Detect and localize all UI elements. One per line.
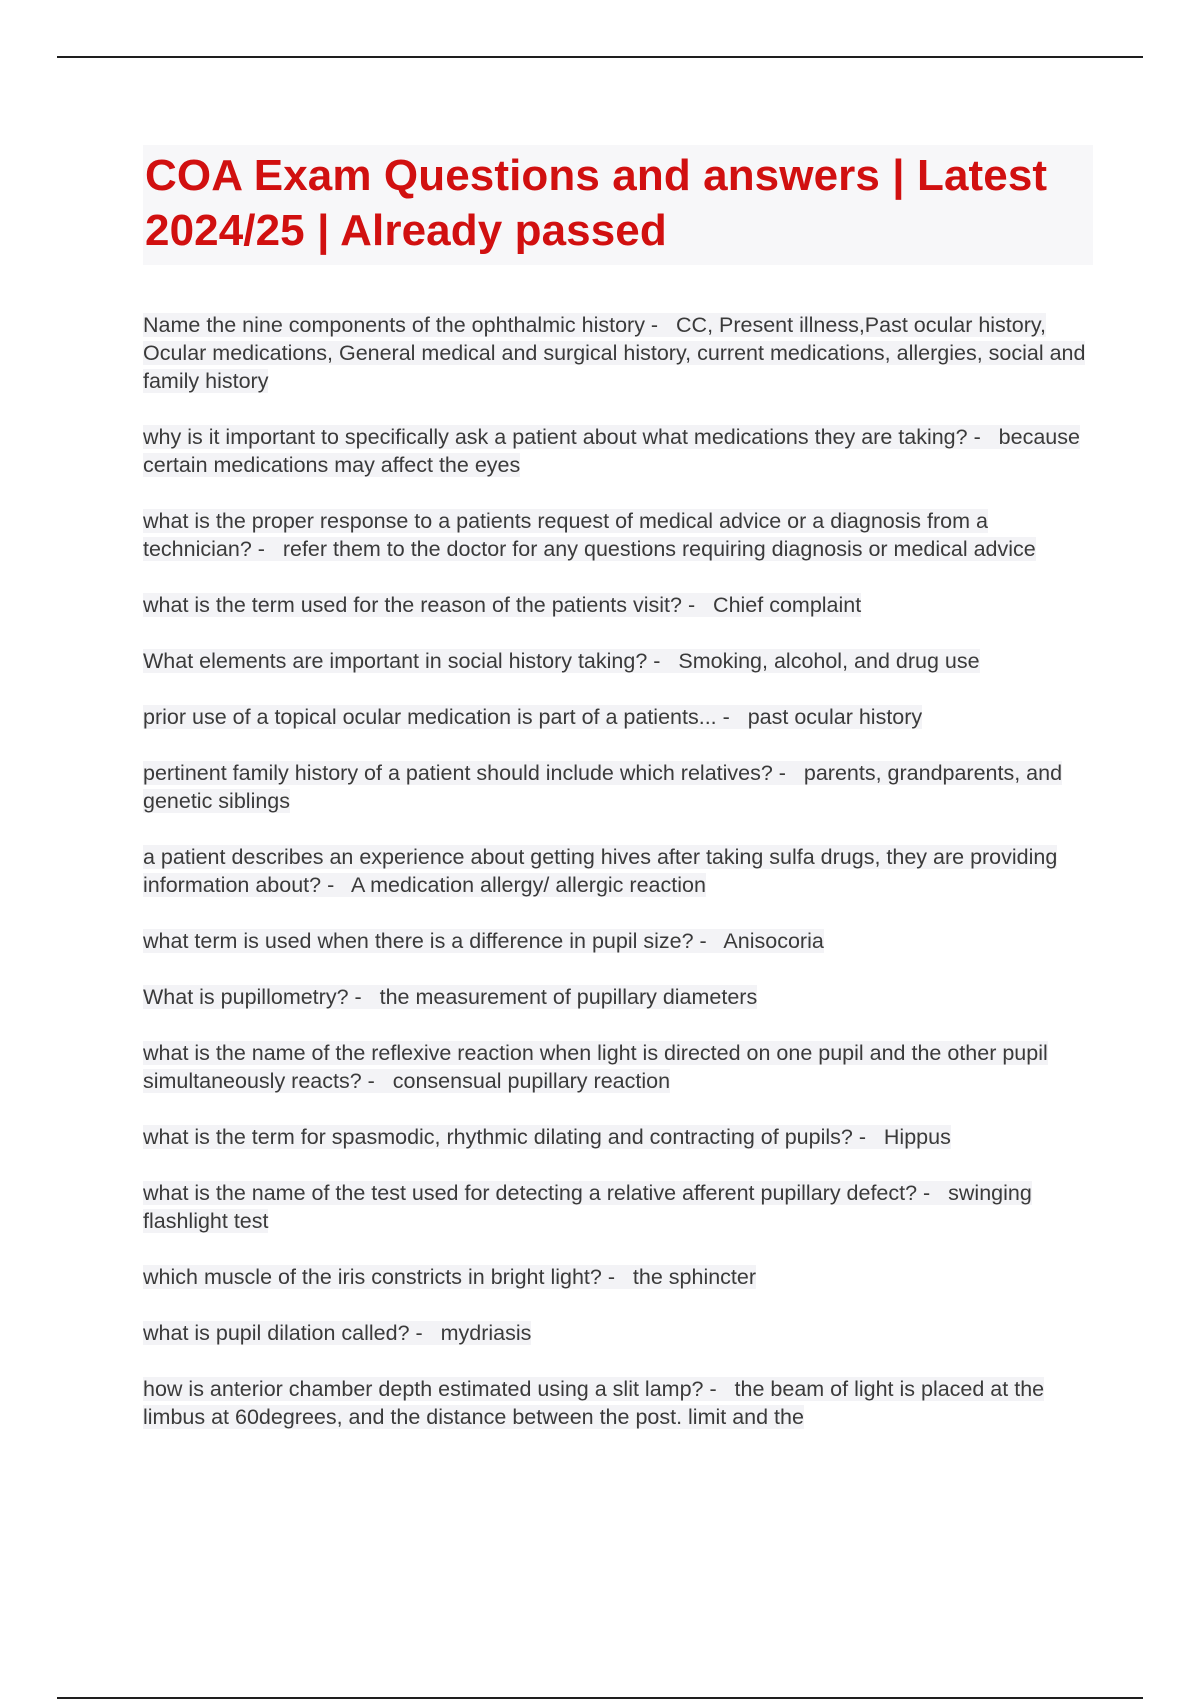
question-text: prior use of a topical ocular medication is part of a patients... [143, 705, 717, 729]
answer-text: refer them to the doctor for any questions requiring diagnosis or medical advice [282, 537, 1036, 561]
question-text: which muscle of the iris constricts in bright light? [143, 1265, 602, 1289]
qa-item [143, 423, 1093, 479]
answer-text: consensual pupillary reaction [392, 1069, 671, 1093]
qa-item [143, 311, 1093, 395]
answer-text: Smoking, alcohol, and drug use [678, 649, 980, 673]
qa-separator: - [772, 761, 804, 785]
qa-item [143, 1039, 1093, 1095]
qa-item [143, 507, 1093, 563]
answer-text: A medication allergy/ allergic reaction [350, 873, 706, 897]
qa-item [143, 1179, 1093, 1235]
question-text: Name the nine components of the ophthalmic history [143, 313, 645, 337]
top-rule [57, 56, 1143, 58]
question-text: pertinent family history of a patient should include which relatives? [143, 761, 773, 785]
qa-separator: - [693, 929, 724, 953]
answer-text: mydriasis [440, 1321, 532, 1345]
answer-text: the beam of light is placed at the limbus at 60degrees, and the distance between the post. limit and the [143, 1377, 1045, 1429]
question-text: what is the name of the test used for detecting a relative afferent pupillary defect? [143, 1181, 918, 1205]
question-text: what term is used when there is a difference in pupil size? [143, 929, 694, 953]
qa-separator: - [251, 537, 283, 561]
qa-item [143, 759, 1093, 815]
answer-text: the sphincter [632, 1265, 757, 1289]
qa-item [143, 843, 1093, 899]
qa-list [143, 311, 1093, 1431]
qa-separator: - [348, 985, 380, 1009]
answer-text: because certain medications may affect the eyes [143, 425, 1080, 477]
qa-separator: - [716, 705, 748, 729]
question-text: what is the term for spasmodic, rhythmic dilating and contracting of pupils? [143, 1125, 853, 1149]
qa-separator: - [703, 1377, 735, 1401]
qa-item [143, 703, 1093, 731]
question-text: what is the term used for the reason of the patients visit? [143, 593, 682, 617]
question-text: What elements are important in social history taking? [143, 649, 648, 673]
qa-item [143, 647, 1093, 675]
qa-separator: - [601, 1265, 633, 1289]
answer-text: CC, Present illness,Past ocular history, Ocular medications, General medical and surgical history, current medications, allergies, social and family history [143, 313, 1086, 393]
qa-item [143, 591, 1093, 619]
qa-item [143, 1375, 1093, 1431]
question-text: What is pupillometry? [143, 985, 349, 1009]
qa-item [143, 983, 1093, 1011]
answer-text: Hippus [883, 1125, 951, 1149]
question-text: what is the proper response to a patients request of medical advice or a diagnosis from a technician? [143, 509, 988, 561]
bottom-rule [57, 1697, 1143, 1699]
qa-separator: - [852, 1125, 884, 1149]
question-text: what is the name of the reflexive reaction when light is directed on one pupil and the other pupil simultaneously reacts? [143, 1041, 1048, 1093]
answer-text: past ocular history [747, 705, 923, 729]
title-block [143, 145, 1093, 265]
qa-item [143, 927, 1093, 955]
question-text: what is pupil dilation called? [143, 1321, 410, 1345]
qa-separator: - [321, 873, 351, 897]
qa-separator: - [644, 313, 677, 337]
answer-text: parents, grandparents, and genetic siblings [143, 761, 1063, 813]
qa-item [143, 1123, 1093, 1151]
qa-item [143, 1319, 1093, 1347]
qa-item [143, 1263, 1093, 1291]
question-text: how is anterior chamber depth estimated using a slit lamp? [143, 1377, 704, 1401]
qa-separator: - [647, 649, 679, 673]
answer-text: Anisocoria [723, 929, 824, 953]
question-text: a patient describes an experience about getting hives after taking sulfa drugs, they are providing information about? [143, 845, 1058, 897]
answer-text: swinging flashlight test [143, 1181, 1032, 1233]
document-body [143, 145, 1093, 1459]
qa-separator: - [917, 1181, 949, 1205]
qa-separator: - [409, 1321, 441, 1345]
answer-text: Chief complaint [713, 593, 862, 617]
qa-separator: - [681, 593, 714, 617]
qa-separator: - [967, 425, 999, 449]
answer-text: the measurement of pupillary diameters [379, 985, 758, 1009]
qa-separator: - [361, 1069, 393, 1093]
document-title: COA Exam Questions and answers | Latest 2024/25 | Already passed [145, 151, 1048, 255]
question-text: why is it important to specifically ask a patient about what medications they are taking? [143, 425, 968, 449]
